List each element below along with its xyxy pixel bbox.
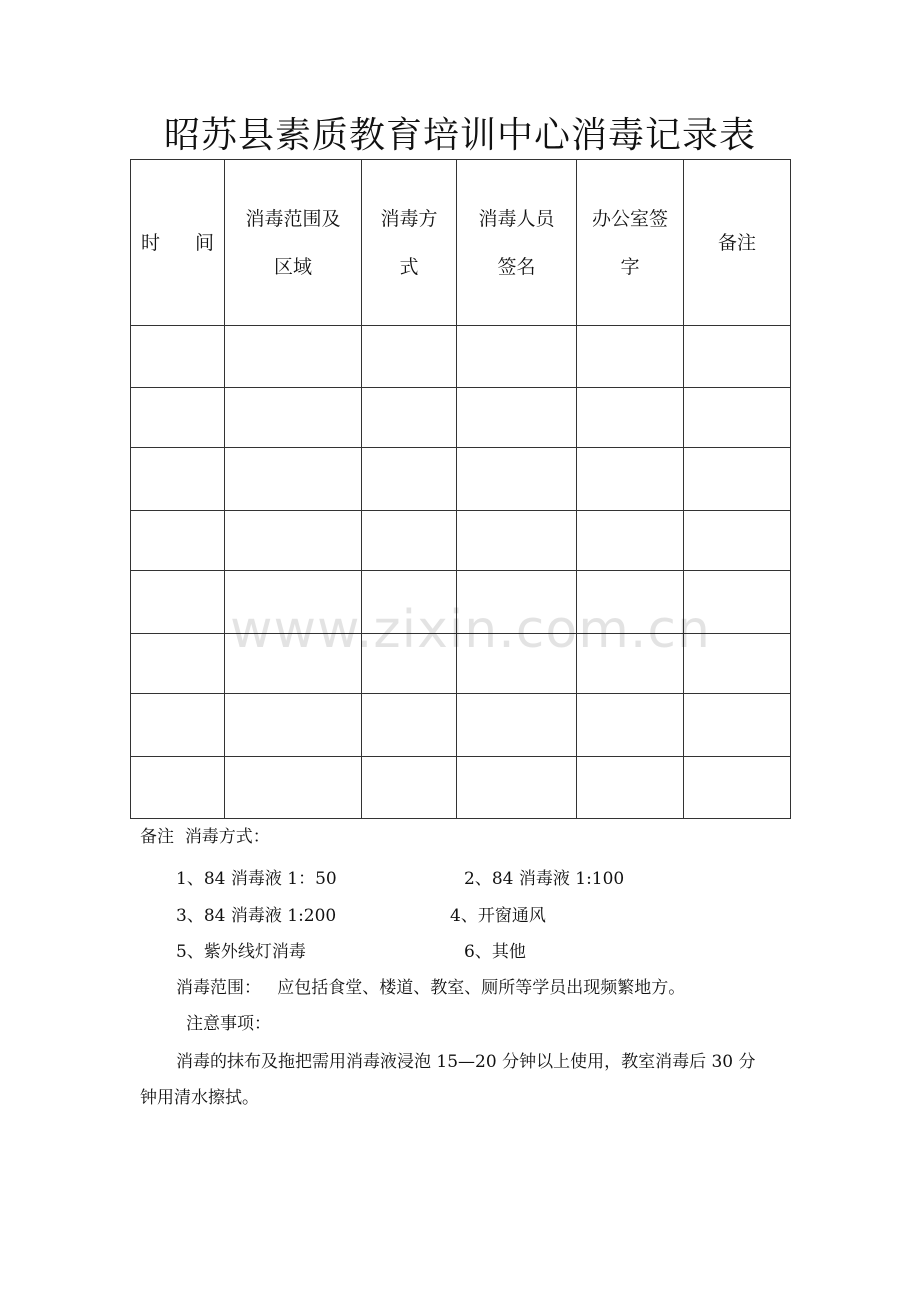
table-cell[interactable] <box>225 511 362 571</box>
table-row <box>131 694 791 757</box>
header-time <box>131 160 225 326</box>
table-cell[interactable] <box>577 694 684 757</box>
table-cell[interactable] <box>684 694 791 757</box>
table-cell[interactable] <box>131 694 225 757</box>
notes-heading <box>140 822 270 847</box>
table-cell[interactable] <box>457 448 577 511</box>
table-cell[interactable] <box>457 388 577 448</box>
header-office-signature: 办公室签字 <box>577 160 684 326</box>
method-item-2: 2、84 消毒液 1:100 <box>464 869 625 889</box>
table-cell[interactable] <box>457 511 577 571</box>
attention-text-line-2: 钟用清水擦拭。 <box>140 1088 259 1108</box>
table-cell[interactable] <box>131 634 225 694</box>
table-cell[interactable] <box>362 448 457 511</box>
table-cell[interactable] <box>577 326 684 388</box>
header-staff-signature: 消毒人员签名 <box>457 160 577 326</box>
method-heading: 消毒方式： <box>184 827 270 847</box>
table-cell[interactable] <box>684 511 791 571</box>
table-row <box>131 511 791 571</box>
table-cell[interactable] <box>577 757 684 819</box>
table-row <box>131 448 791 511</box>
table-cell[interactable] <box>577 388 684 448</box>
header-time-char-1: 时 <box>141 231 161 254</box>
table-cell[interactable] <box>362 757 457 819</box>
table-cell[interactable] <box>684 757 791 819</box>
scope-line <box>176 973 685 998</box>
table-cell[interactable] <box>131 757 225 819</box>
notes-label: 备注 <box>140 827 174 847</box>
table-cell[interactable] <box>684 388 791 448</box>
header-method: 消毒方式 <box>362 160 457 326</box>
table-cell[interactable] <box>225 388 362 448</box>
header-time-char-2: 间 <box>194 231 214 254</box>
table-cell[interactable] <box>225 757 362 819</box>
table-cell[interactable] <box>225 694 362 757</box>
document-title: 昭苏县素质教育培训中心消毒记录表 <box>163 115 756 156</box>
attention-label: 注意事项： <box>186 1014 271 1034</box>
attention-text-line-1: 消毒的抹布及拖把需用消毒液浸泡 15—20 分钟以上使用，教室消毒后 30 分 <box>176 1052 756 1072</box>
table-cell[interactable] <box>362 694 457 757</box>
method-item-3: 3、84 消毒液 1:200 <box>176 906 337 926</box>
method-item-5: 5、紫外线灯消毒 <box>176 942 306 962</box>
table-cell[interactable] <box>131 388 225 448</box>
disinfection-record-table <box>130 159 791 819</box>
table-cell[interactable] <box>362 326 457 388</box>
table-cell[interactable] <box>225 326 362 388</box>
table-cell[interactable] <box>131 448 225 511</box>
table-cell[interactable] <box>362 511 457 571</box>
table-cell[interactable] <box>457 757 577 819</box>
table-row <box>131 757 791 819</box>
table-cell[interactable] <box>131 511 225 571</box>
table-cell[interactable] <box>684 326 791 388</box>
table-cell[interactable] <box>684 448 791 511</box>
table-row <box>131 388 791 448</box>
table-cell[interactable] <box>577 448 684 511</box>
scope-label: 消毒范围： <box>176 978 261 998</box>
method-item-1: 1、84 消毒液 1：50 <box>176 869 337 889</box>
table-row <box>131 326 791 388</box>
watermark: www.zixin.com.cn <box>230 600 711 660</box>
table-cell[interactable] <box>225 448 362 511</box>
header-scope: 消毒范围及区域 <box>225 160 362 326</box>
header-remarks: 备注 <box>684 160 791 326</box>
table-cell[interactable] <box>457 694 577 757</box>
method-item-6: 6、其他 <box>464 942 526 962</box>
table-cell[interactable] <box>577 511 684 571</box>
table-cell[interactable] <box>457 326 577 388</box>
scope-text: 应包括食堂、楼道、教室、厕所等学员出现频繁地方。 <box>277 978 686 998</box>
table-cell[interactable] <box>131 326 225 388</box>
table-header-row <box>131 160 791 326</box>
table-cell[interactable] <box>131 571 225 634</box>
method-item-4: 4、开窗通风 <box>450 906 546 926</box>
table-cell[interactable] <box>362 388 457 448</box>
